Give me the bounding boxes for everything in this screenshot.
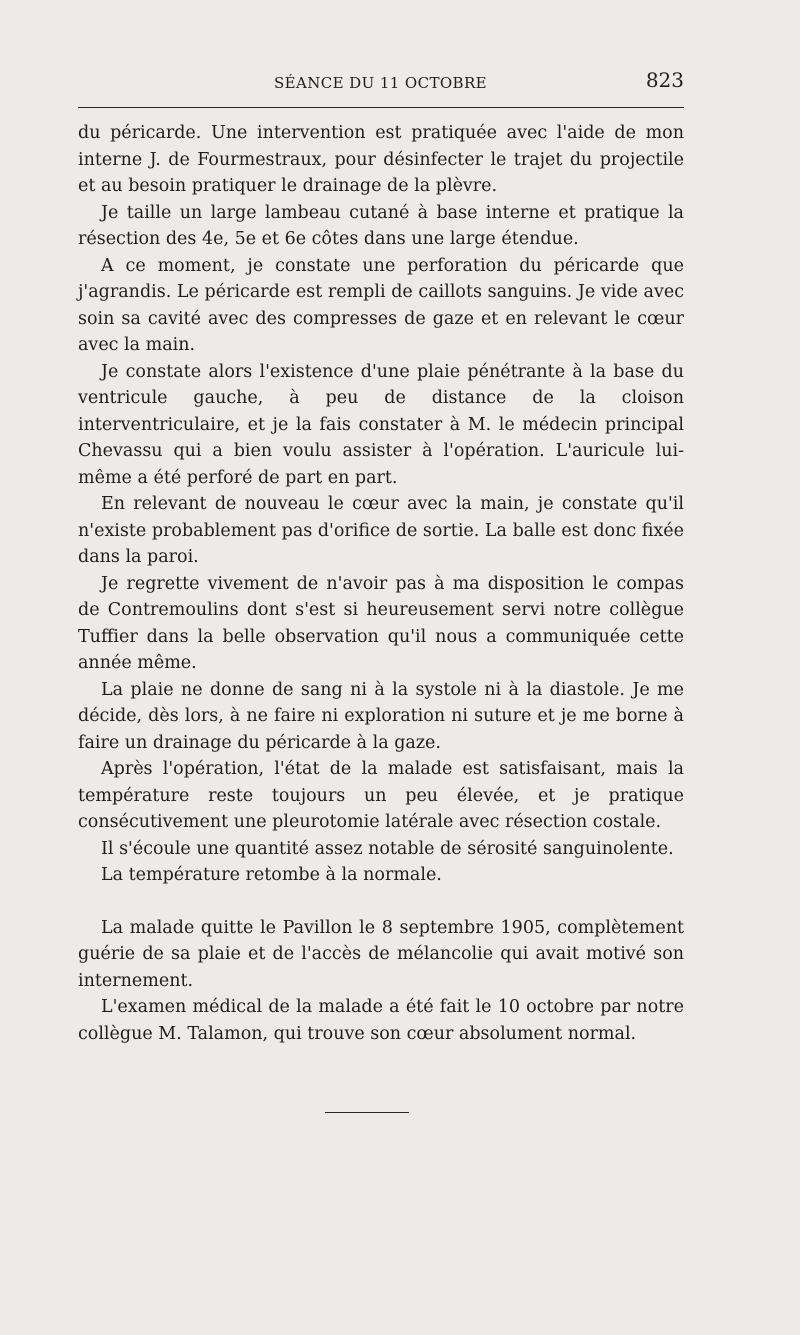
paragraph: La plaie ne donne de sang ni à la systole ni à la diastole. Je me décide, dès lors, à ne faire ni exploration ni suture et je me borne à faire un drainage du péricarde à la gaze. bbox=[78, 679, 684, 753]
page-header bbox=[78, 66, 684, 98]
paragraph: L'examen médical de la malade a été fait le 10 octobre par notre collègue M. Talamon, qui trouve son cœur absolument normal. bbox=[78, 997, 684, 1044]
page-number: 823 bbox=[645, 68, 684, 92]
running-title: SÉANCE DU 11 OCTOBRE bbox=[274, 74, 488, 92]
paragraph: A ce moment, je constate une perforation du péricarde que j'agrandis. Le péricarde est rempli de caillots sanguins. Je vide avec soin sa cavité avec des compresses de gaze et en relevant le cœur avec la main. bbox=[78, 255, 684, 355]
paragraph: du péricarde. Une intervention est pratiquée avec l'aide de mon interne J. de Fourmestraux, pour désinfecter le trajet du projectile et au besoin pratiquer le drainage de la plèvre. bbox=[78, 123, 684, 196]
header-rule bbox=[78, 107, 684, 108]
paragraph: La température retombe à la normale. bbox=[101, 865, 442, 885]
body-text bbox=[78, 120, 684, 1047]
paragraph: Je taille un large lambeau cutané à base interne et pratique la résection des 4e, 5e et 6e côtes dans une large étendue. bbox=[78, 202, 684, 249]
paragraph: Je constate alors l'existence d'une plaie pénétrante à la base du ventricule gauche, à peu de distance de la cloison interventriculaire, et je la fais constater à M. le médecin principal Chevassu qui a bien voulu assister à l'opération. L'auricule lui-même a été perforé de part en part. bbox=[78, 361, 684, 488]
paragraph: La malade quitte le Pavillon le 8 septembre 1905, complètement guérie de sa plaie et de l'accès de mélancolie qui avait motivé son internement. bbox=[78, 917, 684, 991]
paragraph: Il s'écoule une quantité assez notable de sérosité sanguinolente. bbox=[101, 838, 674, 859]
paragraph: Après l'opération, l'état de la malade est satisfaisant, mais la température reste toujours un peu élevée, et je pratique consécutivement une pleurotomie latérale avec résection costale. bbox=[78, 759, 684, 832]
paragraph: En relevant de nouveau le cœur avec la main, je constate qu'il n'existe probablement pas d'orifice de sortie. La balle est donc fixée dans la paroi. bbox=[78, 494, 684, 567]
paragraph: Je regrette vivement de n'avoir pas à ma disposition le compas de Contremoulins dont s'est si heureusement servi notre collègue Tuffier dans la belle observation qu'il nous a communiquée cette année même. bbox=[78, 573, 684, 673]
end-rule bbox=[325, 1112, 409, 1113]
